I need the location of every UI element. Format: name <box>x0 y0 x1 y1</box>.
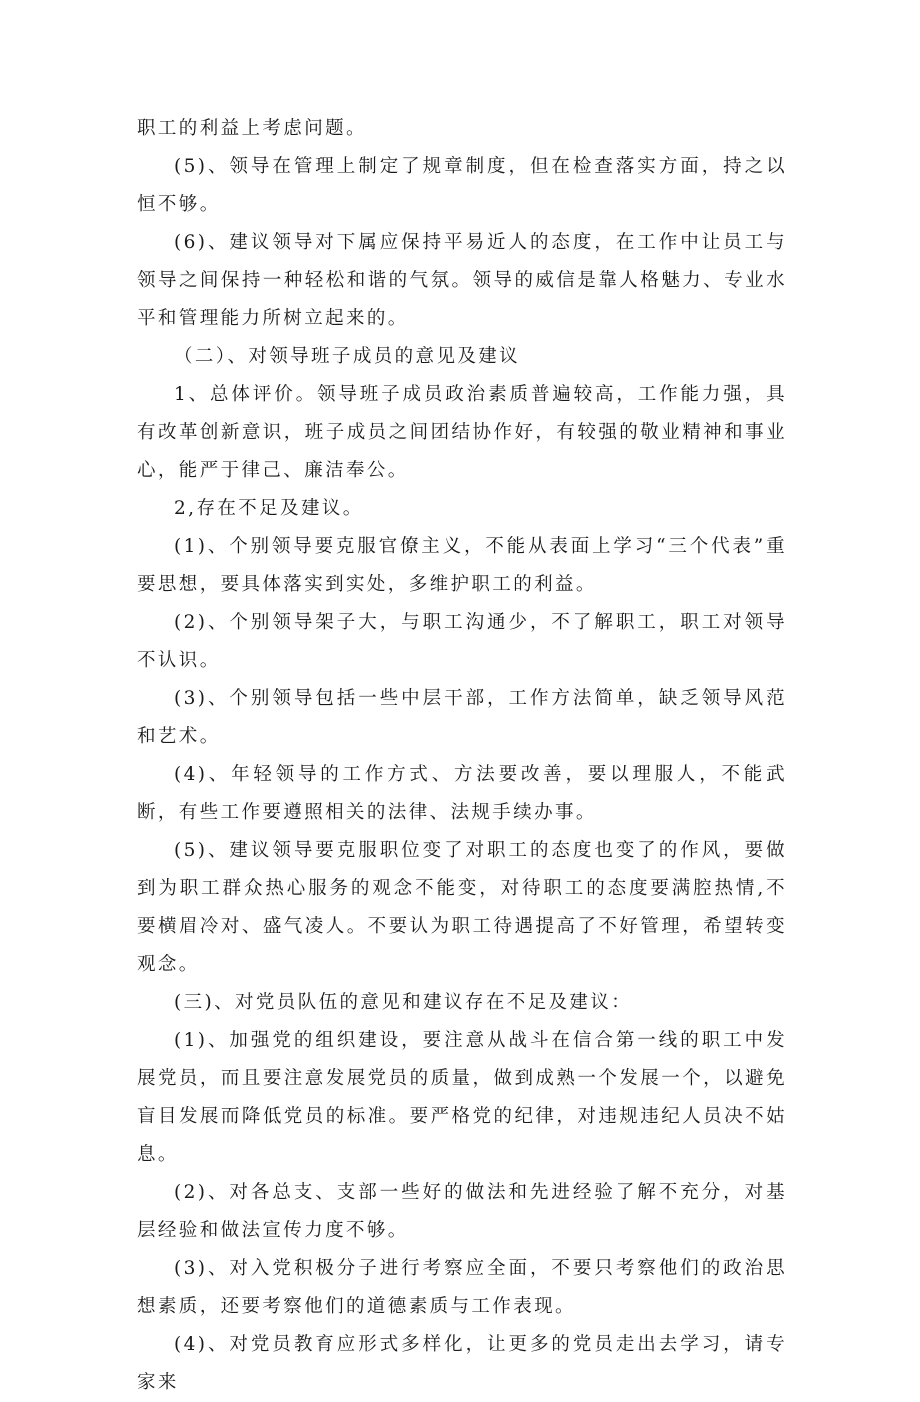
paragraph-6: 2,存在不足及建议。 <box>174 498 364 519</box>
paragraph-7: (1)、个别领导要克服官僚主义，不能从表面上学习“三个代表”重要思想，要具体落实到实处，多维护职工的利益。 <box>137 536 787 595</box>
paragraph-10: (4)、年轻领导的工作方式、方法要改善，要以理服人，不能武断，有些工作要遵照相关的法律、法规手续办事。 <box>137 764 787 823</box>
section-heading-3: (三)、对党员队伍的意见和建议存在不足及建议： <box>174 992 633 1013</box>
paragraph-15: (3)、对入党积极分子进行考察应全面，不要只考察他们的政治思想素质，还要考察他们的道德素质与工作表现。 <box>137 1258 787 1317</box>
paragraph-13: (1)、加强党的组织建设，要注意从战斗在信合第一线的职工中发展党员，而且要注意发展党员的质量，做到成熟一个发展一个，以避免盲目发展而降低党员的标准。要严格党的纪律，对违规违纪人员决不姑息。 <box>137 1030 787 1165</box>
section-heading-2: （二）、对领导班子成员的意见及建议 <box>174 346 521 367</box>
paragraph-5: 1、总体评价。领导班子成员政治素质普遍较高，工作能力强，具有改革创新意识，班子成员之间团结协作好，有较强的敬业精神和事业心，能严于律己、廉洁奉公。 <box>137 384 787 481</box>
paragraph-1: 职工的利益上考虑问题。 <box>137 118 367 139</box>
paragraph-2: (5)、领导在管理上制定了规章制度，但在检查落实方面，持之以恒不够。 <box>137 156 787 215</box>
paragraph-16: (4)、对党员教育应形式多样化，让更多的党员走出去学习，请专家来 <box>137 1334 787 1393</box>
paragraph-11: (5)、建议领导要克服职位变了对职工的态度也变了的作风，要做到为职工群众热心服务的观念不能变，对待职工的态度要满腔热情,不要横眉冷对、盛气凌人。不要认为职工待遇提高了不好管理，希望转变观念。 <box>137 840 787 975</box>
paragraph-14: (2)、对各总支、支部一些好的做法和先进经验了解不充分，对基层经验和做法宣传力度不够。 <box>137 1182 787 1241</box>
paragraph-3: (6)、建议领导对下属应保持平易近人的态度，在工作中让员工与领导之间保持一种轻松和谐的气氛。领导的威信是靠人格魅力、专业水平和管理能力所树立起来的。 <box>137 232 787 329</box>
document-body <box>137 110 787 1402</box>
paragraph-8: (2)、个别领导架子大，与职工沟通少，不了解职工，职工对领导不认识。 <box>137 612 787 671</box>
paragraph-9: (3)、个别领导包括一些中层干部，工作方法简单，缺乏领导风范和艺术。 <box>137 688 787 747</box>
